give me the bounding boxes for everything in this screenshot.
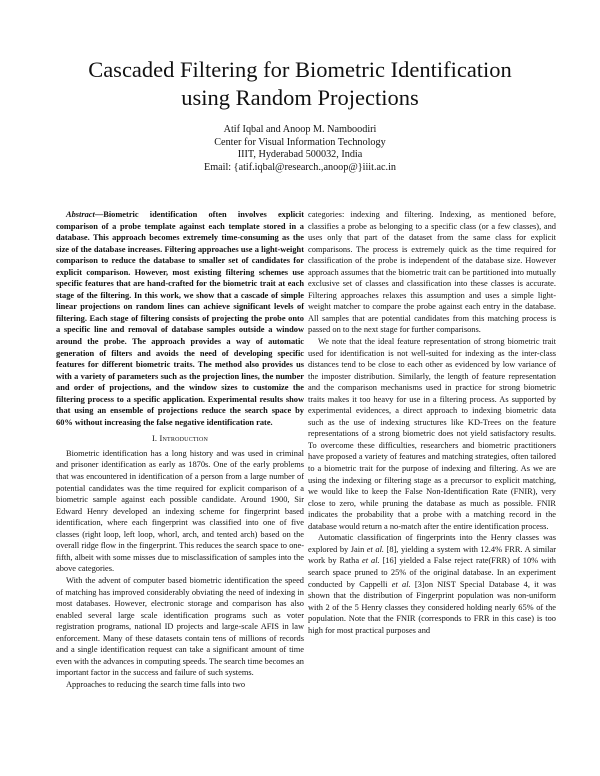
- intro-paragraph-3-continued: categories: indexing and filtering. Indexing, as mentioned before, classifies a probe as belonging to a specific class (or a few classes), and uses only that part of the dataset from the same class for explicit comparisons. The process is extremely quick as the time required for classification of the probe is independent of the database size. However approach assumes that the biometric trait can be partitioned into mutually exclusive set of classes and classification into these classes is accurate. Filtering approaches relaxes this assumption and uses a simple light-weight matcher to compare the probe against each entry in the database. All samples that are potential candidates from this matching process is passed on to the next stage for further comparisons.: [308, 210, 556, 335]
- abstract-text: —Biometric identification often involves explicit comparison of a probe template against each template stored in a database. This approach becomes extremely time-consuming as the size of the database increases. Filtering approaches use a light-weight comparison to reduce the database to smaller set of candidates for explicit comparison. However, most existing filtering schemes use specific features that are hand-crafted for the biometric trait at each stage of the filtering. In this work, we show that a cascade of simple linear projections on random lines can achieve significant levels of filtering. Each stage of filtering consists of projecting the probe onto a specific line and removal of database samples outside a window around the probe. The approach provides a way of automatic generation of filters and avoids the need of developing specific features for different biometric traits. The method also provides us with a variety of parameters such as the projection lines, the number and order of projections, and the window sizes to customize the filtering process to a specific application. Experimental results show that using an ensemble of projections reduce the search space by 60% without increasing the false negative identification rate.: [56, 210, 304, 427]
- intro-paragraph-4: We note that the ideal feature representation of strong biometric trait used for identification is not well-suited for indexing as the inter-class distances tend to be close to each other as evidenced by low variance of the imposter distribution. Similarly, the length of feature representation and the comparison mechanisms used in practice for strong biometric traits makes it too heavy for use in a filtering process. As supported by experimental evidences, a direct approach to indexing biometric data such as the use of indexing structures like KD-Trees on the feature representations of a strong biometric does not yield satisfactory results. To overcome these difficulties, researchers and biometric practitioners have proposed a variety of features and matching strategies, often tailored to a biometric trait for the purpose of indexing and filtering. As we are using the indexing or filtering stage as a precursor to explicit matching, we would like to keep the False Non-Identification Rate (FNIR), very close to zero, while pruning the database as much as possible. FNIR indicates the probability that a probe with a matching record in the database would return a no-match after the entire identification process.: [308, 337, 556, 531]
- citation-etal: et al.: [362, 556, 380, 566]
- address: IIIT, Hyderabad 500032, India: [237, 149, 363, 161]
- paper-title: [40, 56, 560, 112]
- title-line-1: Cascaded Filtering for Biometric Identification: [88, 57, 512, 82]
- text-run: [16] yielded a False reject rate(FRR) of 10% with search space pruned to 25% of the original database. In an experiment conducted by Cappelli: [308, 556, 556, 589]
- intro-paragraph-1: Biometric identification has a long history and was used in criminal and prisoner identification as early as 1870s. One of the early problems that was encountered in identification of a person from a large number of potential candidates was the time required for explicit comparison of a biometric sample against each possible candidate. Around 1900, Sir Edward Henry developed an indexing scheme for fingerprint based identification, where each fingerprint was classified into one of five classes (right loop, left loop, whorl, arch, and tented arch) based on the overall ridge flow in the fingerprint. This reduces the search space to one-fifth, albeit with some misses due to misclassification of samples into the above categories.: [56, 448, 304, 574]
- abstract: [56, 209, 304, 428]
- right-column: [308, 209, 556, 636]
- title-line-2: using Random Projections: [181, 85, 419, 110]
- email: Email: {atif.iqbal@research.,anoop@}iiit.ac.in: [203, 161, 397, 173]
- intro-paragraph-3: Approaches to reducing the search time falls into two: [66, 679, 246, 689]
- left-column: [56, 209, 304, 690]
- text-run: Automatic classification of fingerprints into the Henry classes was explored by Jain: [308, 533, 556, 554]
- author-block: [100, 124, 500, 174]
- text-run: [8], yielding a system with 12.4% FRR. A similar work by Ratha: [308, 544, 556, 566]
- section-numeral: I.: [151, 434, 158, 444]
- affiliation: Center for Visual Information Technology: [214, 136, 386, 148]
- intro-paragraph-5: [308, 532, 556, 636]
- abstract-label: Abstract: [66, 210, 95, 219]
- section-heading-introduction: [56, 433, 304, 445]
- intro-paragraph-2: With the advent of computer based biometric identification the speed of matching has improved considerably obviating the need of indexing in most databases. However, electronic storage and comparison has also enabled several large scale identification programs such as voter registration programs, national ID projects and large-scale AFIS in law enforcement. Many of these datasets contain tens of millions of records and a single identification request can take a significant amount of time even with the advances in computing speeds. The search time becomes an important factor in the success and failure of such systems.: [56, 575, 304, 678]
- section-title: Introduction: [159, 434, 209, 444]
- text-run: [3]on NIST Special Database 4, it was shown that the distribution of Fingerprint population was non-uniform with 2 of the 5 Henry classes they considered holding nearly 65% of the population. Note that the FNIR (corresponds to FRR in this case) is too high for most practical purposes and: [308, 579, 556, 635]
- citation-etal: et al.: [366, 544, 384, 554]
- citation-etal: et al.: [391, 579, 411, 589]
- author-names: Atif Iqbal and Anoop M. Namboodiri: [223, 124, 377, 135]
